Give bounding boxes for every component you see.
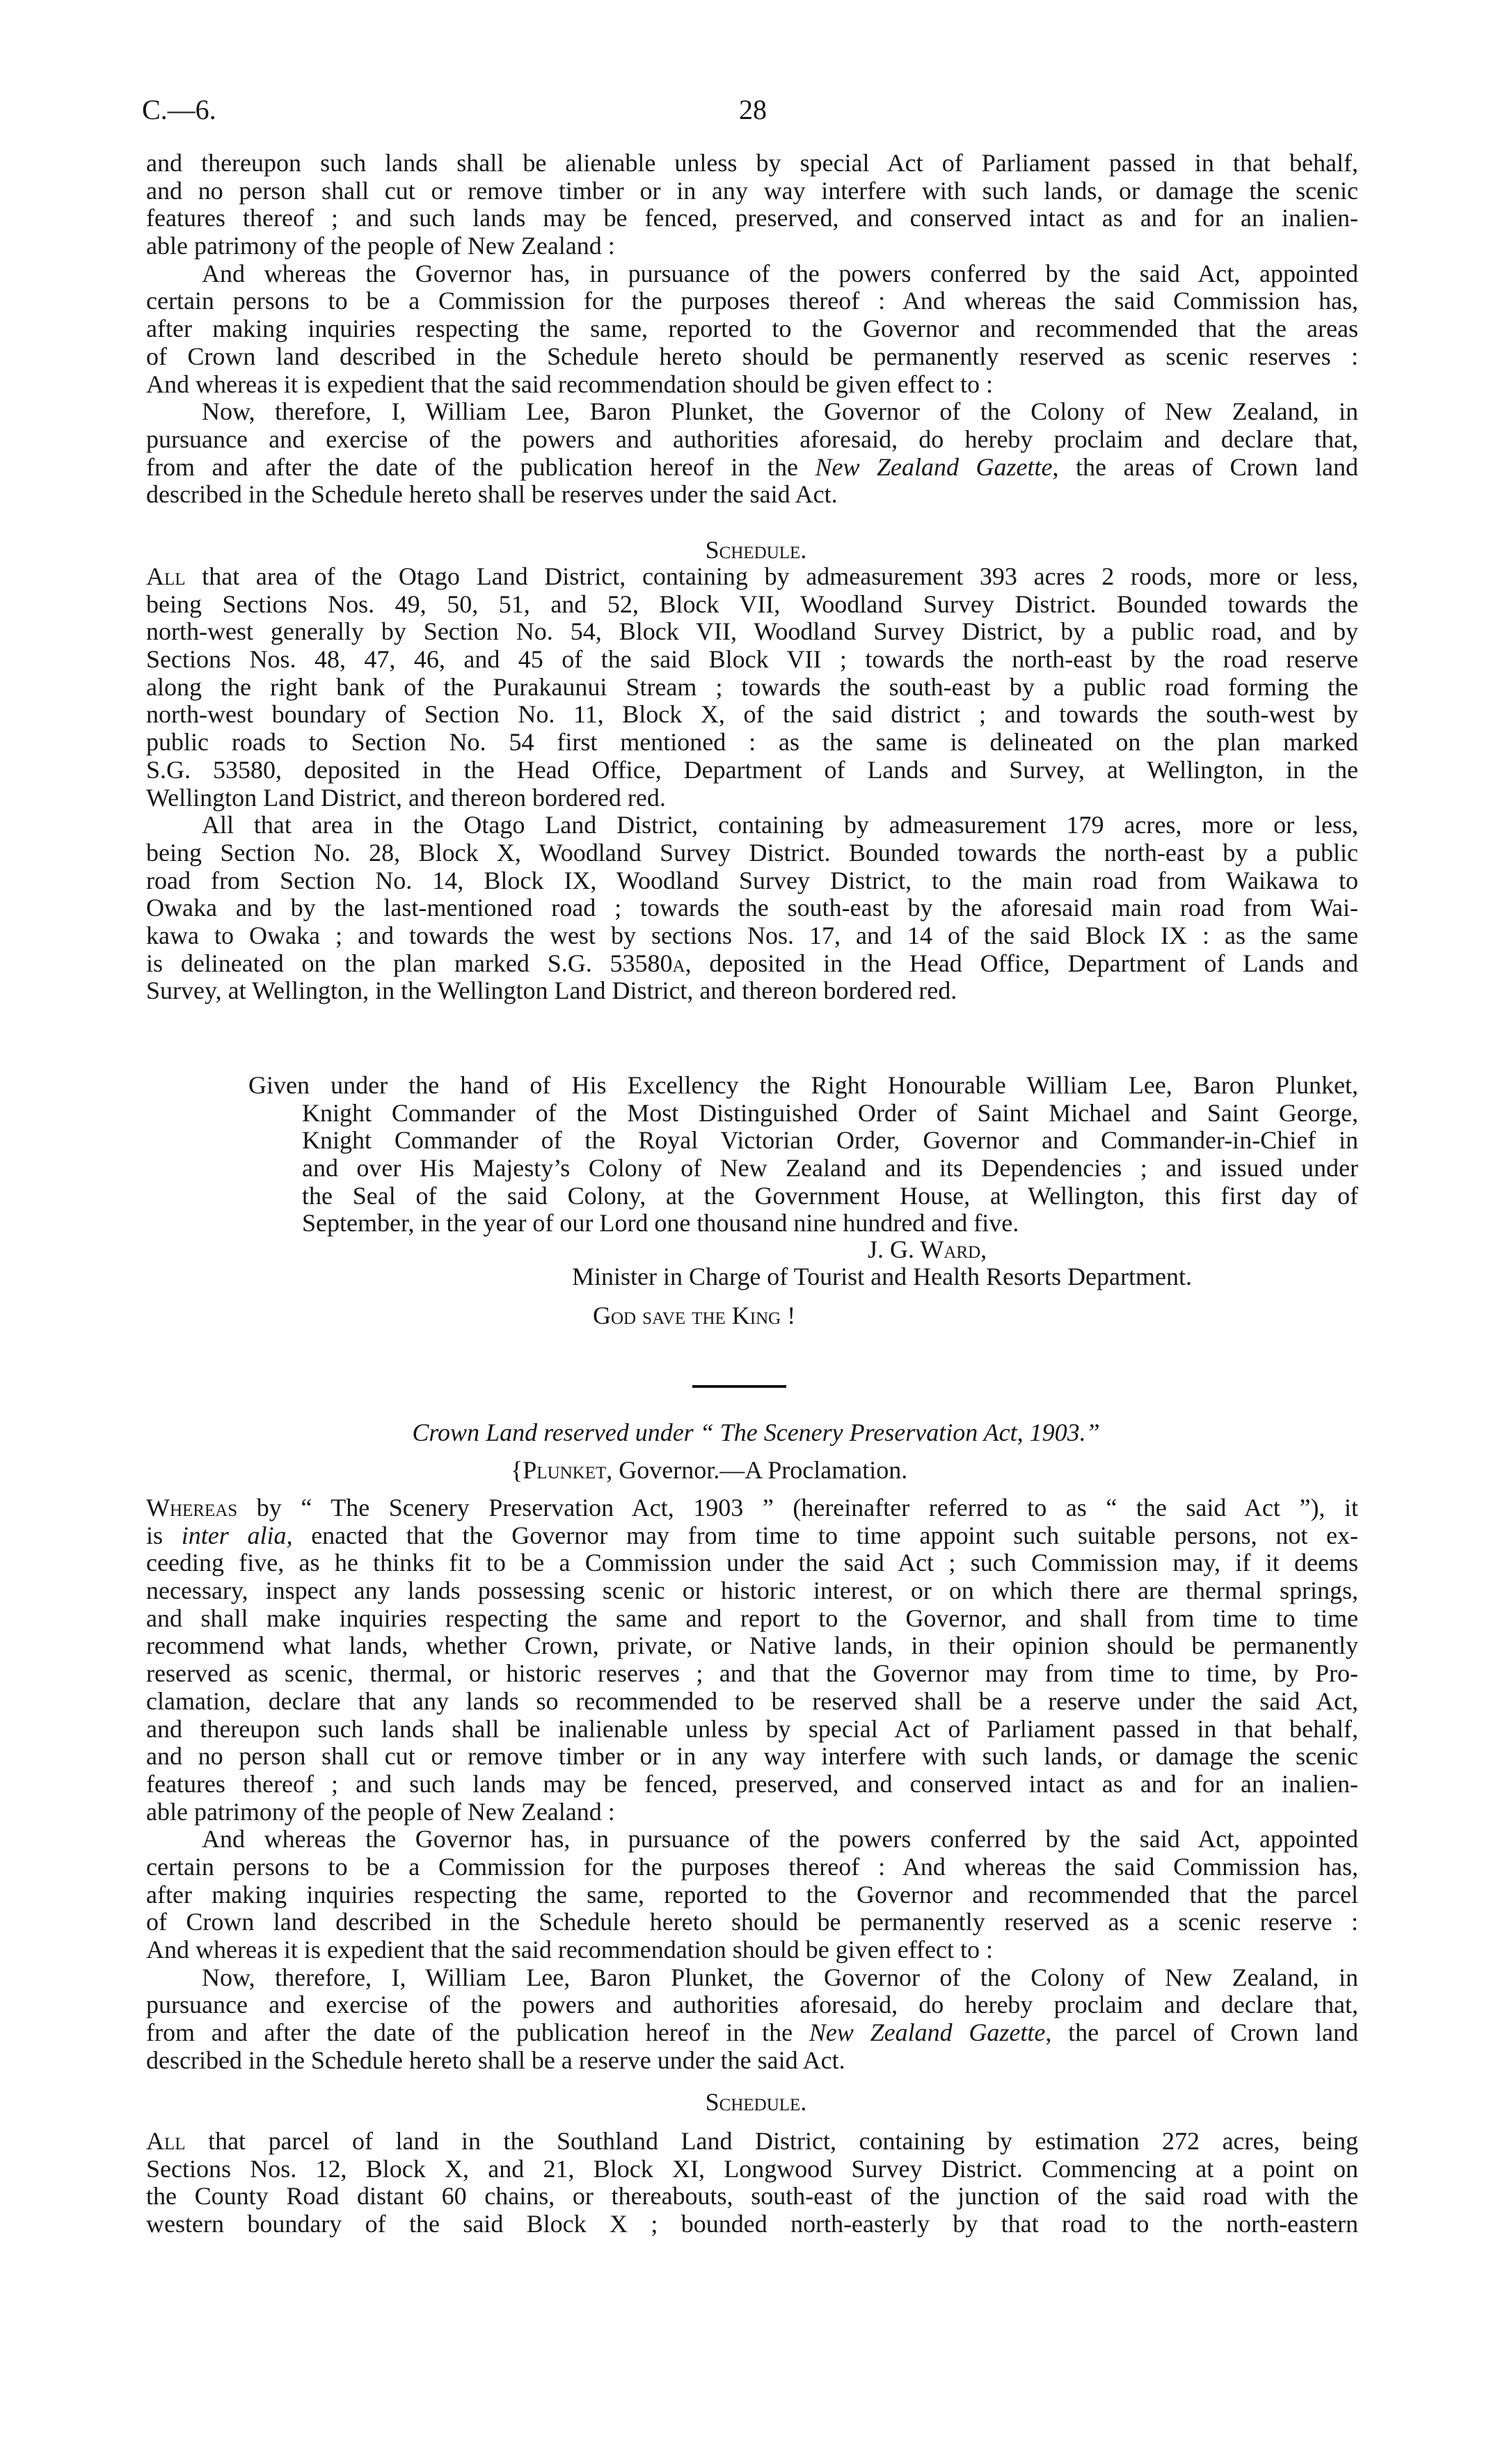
text-line: Survey, at Wellington, in the Wellington Land District, and thereon bordered red. xyxy=(146,977,957,1005)
text-line: S.G. 53580, deposited in the Head Office, Department of Lands and Survey, at Wellington, in the xyxy=(146,755,1358,784)
paragraph xyxy=(146,1494,1358,1826)
text-line: Wellington Land District, and thereon bordered red. xyxy=(146,783,666,812)
text-run: , deposited in the Head Office, Department of Lands and xyxy=(685,949,1358,977)
text-line: and thereupon such lands shall be alienable unless by special Act of Parliament passed in that behalf, xyxy=(146,149,1358,177)
text-line: north-west boundary of Section No. 11, Block X, of the said district ; and towards the south-west by xyxy=(146,700,1358,729)
text-line: of Crown land described in the Schedule hereto should be permanently reserved as scenic reserves : xyxy=(146,342,1358,370)
paragraph xyxy=(146,563,1358,812)
text-line: certain persons to be a Commission for the purposes thereof : And whereas the said Commission has, xyxy=(146,1852,1358,1881)
text-line: Sections Nos. 12, Block X, and 21, Block XI, Longwood Survey District. Commencing at a point on xyxy=(146,2154,1358,2183)
text-line: pursuance and exercise of the powers and authorities aforesaid, do hereby proclaim and declare that, xyxy=(146,1991,1358,2019)
paragraph xyxy=(146,150,1358,260)
text-line: recommend what lands, whether Crown, private, or Native lands, in their opinion should be permanently xyxy=(146,1631,1358,1660)
text-run: from and after the date of the publication hereof in the xyxy=(146,2018,809,2047)
text-line: north-west generally by Section No. 54, Block VII, Woodland Survey District, by a public road, and by xyxy=(146,617,1358,646)
small-caps-text: All xyxy=(146,2127,186,2155)
text-line: necessary, inspect any lands possessing scenic or historic interest, or on which there are thermal springs, xyxy=(146,1576,1358,1605)
text-run: that parcel of land in the Southland Land District, containing by estimation 272 acres, being xyxy=(185,2127,1358,2155)
proclamation-label: , Governor.—A Proclamation. xyxy=(606,1456,908,1484)
text-line: after making inquiries respecting the same, reported to the Governor and recommended that the areas xyxy=(146,315,1358,343)
document-reference: C.—6. xyxy=(142,94,216,125)
text-line: kawa to Owaka ; and towards the west by sections Nos. 17, and 14 of the said Block IX : as the same xyxy=(146,921,1358,949)
second-proclamation-body xyxy=(146,1494,1358,2074)
text-line: certain persons to be a Commission for the purposes thereof : And whereas the said Commission has, xyxy=(146,287,1358,315)
text-line: the County Road distant 60 chains, or thereabouts, south-east of the junction of the said road with the xyxy=(146,2182,1358,2211)
text-line: able patrimony of the people of New Zealand : xyxy=(146,1797,615,1826)
governor-name: Plunket xyxy=(523,1456,607,1484)
text-line: and over His Majesty’s Colony of New Zealand and its Dependencies ; and issued under xyxy=(302,1154,1358,1183)
text-line: able patrimony of the people of New Zealand : xyxy=(146,232,615,260)
small-caps-text: All xyxy=(146,562,186,590)
text-run: that area of the Otago Land District, containing by admeasurement 393 acres 2 roods, more or less, xyxy=(185,562,1358,590)
text-line: being Section No. 28, Block X, Woodland Survey District. Bounded towards the north-east by a public xyxy=(146,838,1358,867)
text-line: described in the Schedule hereto shall be a reserve under the said Act. xyxy=(146,2046,845,2074)
paragraph xyxy=(146,1964,1358,2075)
text-line: features thereof ; and such lands may be fenced, preserved, and conserved intact as and for an inalien- xyxy=(146,204,1358,232)
italic-text: New Zealand Gazette xyxy=(809,2018,1046,2047)
text-line xyxy=(146,2128,1358,2156)
text-line: the Seal of the said Colony, at the Government House, at Wellington, this first day of xyxy=(302,1181,1358,1210)
text-line: September, in the year of our Lord one thousand nine hundred and five. xyxy=(302,1209,1019,1238)
text-run: by “ The Scenery Preservation Act, 1903 ” (hereinafter referred to as “ the said Act ”), it xyxy=(237,1494,1358,1522)
bracket-mark: { xyxy=(511,1456,523,1484)
text-run: , the parcel of Crown land xyxy=(1045,2018,1358,2047)
text-line: and shall make inquiries respecting the same and report to the Governor, and shall from time to time xyxy=(146,1604,1358,1632)
text-line: Owaka and by the last-mentioned road ; towards the south-east by the aforesaid main road from Wai- xyxy=(146,894,1358,922)
text-line: western boundary of the said Block X ; bounded north-easterly by that road to the north-eastern xyxy=(146,2210,1358,2238)
text-line: road from Section No. 14, Block IX, Woodland Survey District, to the main road from Waikawa to xyxy=(146,866,1358,894)
text-line xyxy=(146,950,1358,978)
italic-text: New Zealand Gazette xyxy=(815,452,1053,481)
text-line: along the right bank of the Purakaunui Stream ; towards the south-east by a public road forming the xyxy=(146,672,1358,701)
paragraph xyxy=(146,1072,1358,1238)
italic-text: inter alia, xyxy=(181,1521,293,1549)
text-line: All that area in the Otago Land District, containing by admeasurement 179 acres, more or less, xyxy=(202,811,1358,839)
text-line: Knight Commander of the Most Distinguished Order of Saint Michael and Saint George, xyxy=(302,1098,1358,1127)
text-line: reserved as scenic, thermal, or historic reserves ; and that the Governor may from time to time, by Pro- xyxy=(146,1659,1358,1688)
signatory-title: Minister in Charge of Tourist and Health Resorts Department. xyxy=(572,1263,1192,1290)
paragraph xyxy=(146,260,1358,398)
closing-god-save-the-king: God save the King ! xyxy=(593,1302,796,1329)
text-line: being Sections Nos. 49, 50, 51, and 52, Block VII, Woodland Survey District. Bounded towards the xyxy=(146,590,1358,618)
first-proclamation-preamble xyxy=(146,150,1358,509)
text-line: public roads to Section No. 54 first mentioned : as the same is delineated on the plan marked xyxy=(146,728,1358,757)
signatory-name: J. G. Ward, xyxy=(868,1235,987,1263)
text-line xyxy=(146,563,1358,591)
text-line: And whereas it is expedient that the said recommendation should be given effect to : xyxy=(146,1936,993,1963)
text-line: ceeding five, as he thinks fit to be a Commission under the said Act ; such Commission may, if it deems xyxy=(146,1549,1358,1577)
text-line: And whereas it is expedient that the said recommendation should be given effect to : xyxy=(146,370,993,398)
second-schedule xyxy=(146,2128,1358,2238)
text-run: enacted that the Governor may from time to time appoint such suitable persons, not ex- xyxy=(292,1521,1359,1549)
text-line xyxy=(146,1522,1358,1550)
second-proclamation-title: Crown Land reserved under “ The Scenery Preservation Act, 1903.” xyxy=(412,1418,1100,1446)
text-line: of Crown land described in the Schedule hereto should be permanently reserved as a scenic reserve : xyxy=(146,1908,1358,1936)
text-line: And whereas the Governor has, in pursuance of the powers conferred by the said Act, appointed xyxy=(202,1825,1358,1854)
text-line: Knight Commander of the Royal Victorian Order, Governor and Commander-in-Chief in xyxy=(302,1126,1358,1155)
proclamation-heading xyxy=(511,1456,907,1484)
text-line: And whereas the Governor has, in pursuance of the powers conferred by the said Act, appointed xyxy=(202,259,1358,287)
text-line xyxy=(146,2019,1358,2047)
small-caps-text: a xyxy=(672,949,685,977)
text-line: Now, therefore, I, William Lee, Baron Plunket, the Governor of the Colony of New Zealand, in xyxy=(202,1963,1358,1991)
text-line xyxy=(146,1494,1358,1522)
first-schedule xyxy=(146,563,1358,1005)
text-run: is xyxy=(146,1521,182,1549)
text-line: after making inquiries respecting the same, reported to the Governor and recommended that the parcel xyxy=(146,1880,1358,1908)
text-run: , the areas of Crown land xyxy=(1052,452,1358,481)
text-line: described in the Schedule hereto shall be reserves under the said Act. xyxy=(146,480,838,509)
text-run: is delineated on the plan marked S.G. 53580 xyxy=(146,949,673,977)
given-under-hand xyxy=(146,1072,1358,1238)
text-line: Given under the hand of His Excellency the Right Honourable William Lee, Baron Plunket, xyxy=(248,1071,1358,1099)
paragraph xyxy=(146,1826,1358,1963)
page-number: 28 xyxy=(739,94,767,125)
text-line: pursuance and exercise of the powers and authorities aforesaid, do hereby proclaim and declare that, xyxy=(146,425,1358,453)
text-line: Sections Nos. 48, 47, 46, and 45 of the said Block VII ; towards the north-east by the road reserve xyxy=(146,645,1358,674)
text-line xyxy=(146,454,1358,482)
text-line: and thereupon such lands shall be inalienable unless by special Act of Parliament passed in that behalf, xyxy=(146,1714,1358,1743)
text-line: and no person shall cut or remove timber or in any way interfere with such lands, or damage the scenic xyxy=(146,176,1358,205)
signatory xyxy=(868,1235,987,1263)
text-line: and no person shall cut or remove timber or in any way interfere with such lands, or damage the scenic xyxy=(146,1742,1358,1771)
text-line: features thereof ; and such lands may be fenced, preserved, and conserved intact as and for an inalien- xyxy=(146,1769,1358,1798)
section-divider xyxy=(692,1385,786,1388)
schedule-heading: Schedule. xyxy=(705,2088,807,2116)
paragraph xyxy=(146,398,1358,509)
text-line: Now, therefore, I, William Lee, Baron Plunket, the Governor of the Colony of New Zealand, in xyxy=(202,397,1358,426)
text-run: from and after the date of the publication hereof in the xyxy=(146,452,815,481)
text-line: clamation, declare that any lands so recommended to be reserved shall be a reserve under the said Act, xyxy=(146,1686,1358,1715)
paragraph xyxy=(146,812,1358,1005)
schedule-heading: Schedule. xyxy=(705,536,807,564)
paragraph xyxy=(146,2128,1358,2238)
small-caps-text: Whereas xyxy=(146,1494,238,1522)
